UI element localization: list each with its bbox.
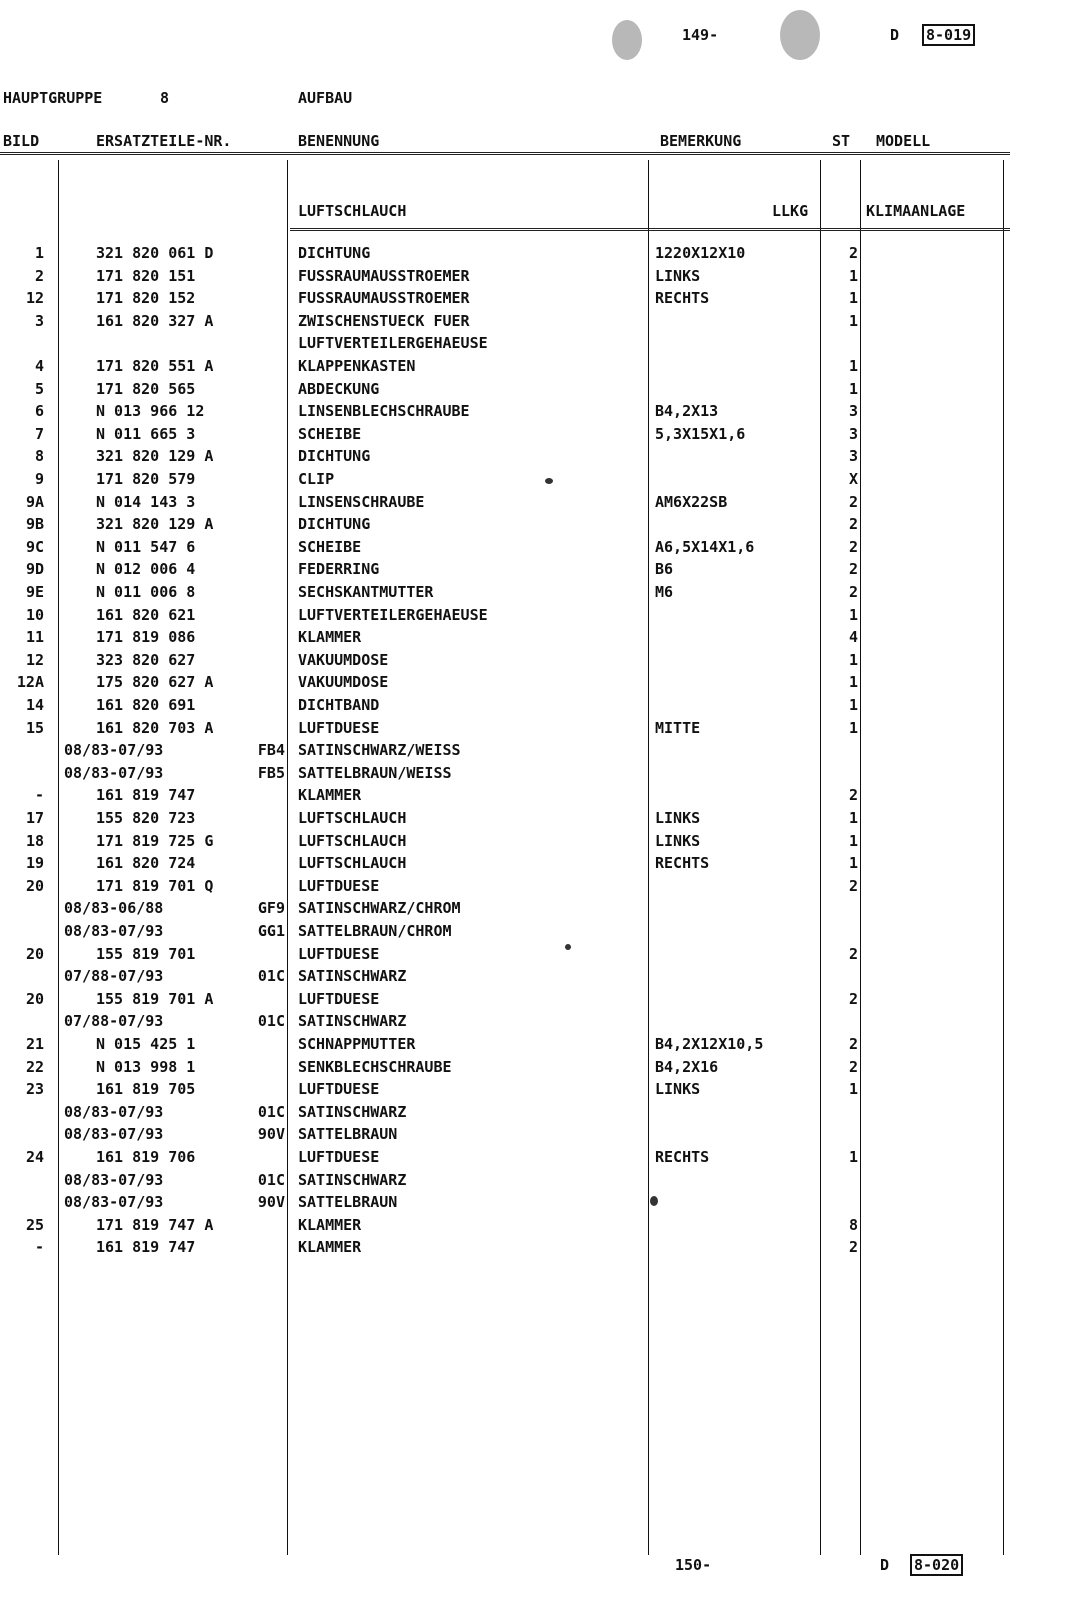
table-row <box>0 673 1010 695</box>
table-row <box>0 560 1010 582</box>
row-quantity: 2 <box>848 492 858 511</box>
table-row <box>0 967 1010 989</box>
row-quantity: 1 <box>848 266 858 285</box>
row-remark: RECHTS <box>655 289 710 308</box>
row-bild: 8 <box>34 447 44 466</box>
row-part-number: 161 819 706 <box>96 1148 196 1166</box>
page-number-bottom: 150- <box>675 1556 712 1574</box>
row-bild: 7 <box>34 424 44 443</box>
row-quantity: 1 <box>848 605 858 624</box>
row-part-number: 171 820 151 <box>96 266 196 285</box>
row-remark: LINKS <box>655 266 701 285</box>
row-quantity: 2 <box>848 944 858 963</box>
row-part-number: 161 819 705 <box>96 1080 196 1099</box>
row-part-number: N 012 006 4 <box>96 560 196 579</box>
row-quantity: 2 <box>848 583 858 601</box>
row-name: CLIP <box>298 470 335 488</box>
row-quantity: 8 <box>848 1215 858 1234</box>
row-part-number: 171 819 086 <box>96 628 196 647</box>
scan-speck <box>545 478 553 484</box>
table-row <box>0 470 1010 492</box>
row-quantity: 2 <box>848 537 858 556</box>
row-part-number: 323 820 627 <box>96 650 196 669</box>
row-color-code: 01C <box>257 1102 285 1121</box>
row-quantity: 1 <box>848 809 858 827</box>
row-validity: 08/83-07/93 <box>64 741 164 760</box>
row-part-number: 171 819 725 G <box>96 831 214 850</box>
header-separator <box>0 152 1010 155</box>
scan-speck <box>565 944 571 950</box>
table-row <box>0 877 1010 899</box>
row-bild: 12A <box>16 673 44 692</box>
row-bild: 5 <box>34 379 44 398</box>
row-validity: 07/88-07/93 <box>64 967 164 986</box>
row-part-number: 175 820 627 A <box>96 673 214 692</box>
table-row <box>0 651 1010 673</box>
row-bild: 12 <box>25 650 44 669</box>
row-name: SATINSCHWARZ <box>298 967 407 986</box>
row-validity: 08/83-07/93 <box>64 1125 164 1144</box>
row-validity: 08/83-07/93 <box>64 922 164 940</box>
row-color-code: 90V <box>257 1125 285 1144</box>
table-row <box>0 1125 1010 1147</box>
table-row <box>0 854 1010 876</box>
row-name: LINSENBLECHSCHRAUBE <box>298 402 470 421</box>
row-part-number: 161 820 327 A <box>96 311 214 330</box>
row-name: SATINSCHWARZ <box>298 1102 407 1121</box>
row-remark: B4,2X12X10,5 <box>655 1035 764 1053</box>
row-bild: 3 <box>34 311 44 330</box>
row-bild: - <box>34 1238 44 1257</box>
table-row <box>0 922 1010 944</box>
table-row <box>0 1171 1010 1193</box>
row-part-number: 155 819 701 A <box>96 989 214 1008</box>
row-color-code: 90V <box>257 1193 285 1212</box>
row-name: FUSSRAUMAUSSTROEMER <box>298 266 470 285</box>
row-name: SATINSCHWARZ/CHROM <box>298 899 461 918</box>
table-row <box>0 267 1010 289</box>
row-name: ZWISCHENSTUECK FUER <box>298 311 470 330</box>
row-validity: 08/83-07/93 <box>64 1193 164 1212</box>
group-label: HAUPTGRUPPE <box>3 89 103 107</box>
row-part-number: 171 819 747 A <box>96 1215 214 1234</box>
col-header-name: BENENNUNG <box>298 132 380 150</box>
row-quantity: 1 <box>848 718 858 737</box>
row-name: SATTELBRAUN/CHROM <box>298 922 452 940</box>
row-name: SATINSCHWARZ <box>298 1170 407 1189</box>
row-quantity: 2 <box>848 786 858 805</box>
group-name: AUFBAU <box>298 89 353 107</box>
group-number: 8 <box>160 89 170 107</box>
row-bild: 18 <box>25 831 44 850</box>
section-separator <box>290 228 1010 231</box>
row-part-number: N 014 143 3 <box>96 492 196 511</box>
row-quantity: 1 <box>848 1148 858 1166</box>
row-quantity: 1 <box>848 854 858 873</box>
row-bild: 9D <box>25 560 44 579</box>
row-color-code: GG1 <box>257 922 285 940</box>
row-remark: M6 <box>655 583 674 601</box>
row-color-code: FB5 <box>257 763 285 782</box>
row-quantity: 1 <box>848 311 858 330</box>
table-row <box>0 425 1010 447</box>
row-name: VAKUUMDOSE <box>298 673 389 692</box>
row-remark: LINKS <box>655 1080 701 1099</box>
table-row <box>0 990 1010 1012</box>
row-part-number: 155 820 723 <box>96 809 196 827</box>
row-name: LUFTVERTEILERGEHAEUSE <box>298 334 488 353</box>
row-name: SATTELBRAUN/WEISS <box>298 763 452 782</box>
row-quantity: 1 <box>848 379 858 398</box>
row-quantity: 1 <box>848 696 858 714</box>
row-part-number: 155 819 701 <box>96 944 196 963</box>
row-color-code: 01C <box>257 967 285 986</box>
row-part-number: 161 820 703 A <box>96 718 214 737</box>
row-bild: 23 <box>25 1080 44 1099</box>
col-header-bild: BILD <box>3 132 40 150</box>
row-quantity: 2 <box>848 560 858 579</box>
row-quantity: 2 <box>848 515 858 534</box>
row-bild: 9B <box>25 515 44 534</box>
row-name: LUFTSCHLAUCH <box>298 831 407 850</box>
row-name: SCHEIBE <box>298 537 362 556</box>
row-part-number: 171 819 701 Q <box>96 876 214 895</box>
row-remark: B6 <box>655 560 674 579</box>
row-part-number: 171 820 551 A <box>96 357 214 375</box>
scan-speck <box>612 20 642 60</box>
row-name: SCHEIBE <box>298 424 362 443</box>
row-bild: 2 <box>34 266 44 285</box>
row-quantity: 3 <box>848 424 858 443</box>
row-remark: B4,2X16 <box>655 1057 719 1076</box>
row-name: KLAMMER <box>298 628 362 647</box>
row-color-code: 01C <box>257 1012 285 1031</box>
row-remark: LINKS <box>655 809 701 827</box>
table-row <box>0 1035 1010 1057</box>
row-bild: 25 <box>25 1215 44 1234</box>
row-quantity: 3 <box>848 402 858 421</box>
row-name: SECHSKANTMUTTER <box>298 583 434 601</box>
page-code-top: 8-019 <box>922 24 975 46</box>
row-part-number: N 011 547 6 <box>96 537 196 556</box>
col-header-part: ERSATZTEILE-NR. <box>96 132 232 150</box>
table-row <box>0 334 1010 356</box>
row-name: LUFTDUESE <box>298 1080 380 1099</box>
code-prefix-bottom: D <box>880 1556 890 1574</box>
row-bild: 6 <box>34 402 44 421</box>
row-name: LUFTSCHLAUCH <box>298 854 407 873</box>
table-row <box>0 786 1010 808</box>
table-row <box>0 357 1010 379</box>
table-row <box>0 289 1010 311</box>
row-bild: 9A <box>25 492 44 511</box>
table-row <box>0 945 1010 967</box>
row-quantity: 4 <box>848 628 858 647</box>
row-remark: RECHTS <box>655 1148 710 1166</box>
row-name: ABDECKUNG <box>298 379 380 398</box>
row-bild: 9C <box>25 537 44 556</box>
row-name: DICHTBAND <box>298 696 380 714</box>
section-title: LUFTSCHLAUCH <box>298 202 407 220</box>
row-quantity: 1 <box>848 357 858 375</box>
row-bild: 1 <box>34 244 44 262</box>
row-part-number: N 013 966 12 <box>96 402 205 421</box>
row-name: LUFTDUESE <box>298 1148 380 1166</box>
row-quantity: 1 <box>848 673 858 692</box>
section-remark: LLKG <box>772 202 809 220</box>
table-row <box>0 1216 1010 1238</box>
table-row <box>0 1080 1010 1102</box>
row-part-number: 171 820 579 <box>96 470 196 488</box>
row-bild: 17 <box>25 809 44 827</box>
table-row <box>0 402 1010 424</box>
row-name: SATTELBRAUN <box>298 1125 398 1144</box>
table-row <box>0 719 1010 741</box>
row-name: FUSSRAUMAUSSTROEMER <box>298 289 470 308</box>
row-quantity: 1 <box>848 289 858 308</box>
row-bild: 20 <box>25 944 44 963</box>
row-bild: 9E <box>25 583 44 601</box>
row-part-number: 321 820 129 A <box>96 515 214 534</box>
table-row <box>0 380 1010 402</box>
row-quantity: 3 <box>848 447 858 466</box>
table-row <box>0 696 1010 718</box>
row-bild: 19 <box>25 854 44 873</box>
table-row <box>0 1058 1010 1080</box>
row-name: SATINSCHWARZ <box>298 1012 407 1031</box>
section-model: KLIMAANLAGE <box>866 202 966 220</box>
row-name: LUFTDUESE <box>298 876 380 895</box>
row-color-code: 01C <box>257 1170 285 1189</box>
row-part-number: 161 820 621 <box>96 605 196 624</box>
row-quantity: X <box>848 470 858 488</box>
row-name: KLAMMER <box>298 1238 362 1257</box>
row-color-code: FB4 <box>257 741 285 760</box>
table-row <box>0 538 1010 560</box>
table-row <box>0 1012 1010 1034</box>
row-bild: 9 <box>34 470 44 488</box>
row-quantity: 2 <box>848 244 858 262</box>
row-bild: 15 <box>25 718 44 737</box>
table-row <box>0 741 1010 763</box>
table-row <box>0 1103 1010 1125</box>
row-part-number: N 011 665 3 <box>96 424 196 443</box>
row-remark: MITTE <box>655 718 701 737</box>
col-header-model: MODELL <box>876 132 931 150</box>
row-part-number: 161 820 724 <box>96 854 196 873</box>
row-quantity: 1 <box>848 1080 858 1099</box>
table-row <box>0 447 1010 469</box>
row-name: VAKUUMDOSE <box>298 650 389 669</box>
row-bild: 20 <box>25 989 44 1008</box>
row-part-number: 161 820 691 <box>96 696 196 714</box>
table-row <box>0 1193 1010 1215</box>
table-row <box>0 606 1010 628</box>
row-name: LUFTDUESE <box>298 989 380 1008</box>
row-bild: 12 <box>25 289 44 308</box>
row-remark: RECHTS <box>655 854 710 873</box>
row-part-number: 171 820 152 <box>96 289 196 308</box>
row-bild: 22 <box>25 1057 44 1076</box>
row-part-number: 161 819 747 <box>96 1238 196 1257</box>
table-row <box>0 312 1010 334</box>
table-row <box>0 809 1010 831</box>
table-row <box>0 244 1010 266</box>
page-number-top: 149- <box>682 26 719 44</box>
row-name: KLAMMER <box>298 786 362 805</box>
row-quantity: 2 <box>848 1035 858 1053</box>
row-validity: 08/83-06/88 <box>64 899 164 918</box>
row-bild: 21 <box>25 1035 44 1053</box>
row-name: DICHTUNG <box>298 447 371 466</box>
row-quantity: 2 <box>848 1057 858 1076</box>
row-validity: 08/83-07/93 <box>64 1102 164 1121</box>
row-remark: LINKS <box>655 831 701 850</box>
row-name: LUFTVERTEILERGEHAEUSE <box>298 605 488 624</box>
row-validity: 08/83-07/93 <box>64 763 164 782</box>
row-remark: A6,5X14X1,6 <box>655 537 755 556</box>
row-name: LUFTDUESE <box>298 718 380 737</box>
row-quantity: 2 <box>848 876 858 895</box>
table-row <box>0 1148 1010 1170</box>
row-validity: 08/83-07/93 <box>64 1170 164 1189</box>
row-name: SATTELBRAUN <box>298 1193 398 1212</box>
row-name: SATINSCHWARZ/WEISS <box>298 741 461 760</box>
row-bild: 20 <box>25 876 44 895</box>
row-name: LUFTDUESE <box>298 944 380 963</box>
col-header-st: ST <box>832 132 851 150</box>
code-prefix-top: D <box>890 26 900 44</box>
table-row <box>0 899 1010 921</box>
table-row <box>0 628 1010 650</box>
row-bild: 14 <box>25 696 44 714</box>
row-bild: - <box>34 786 44 805</box>
table-row <box>0 764 1010 786</box>
row-remark: B4,2X13 <box>655 402 719 421</box>
row-remark: 5,3X15X1,6 <box>655 424 746 443</box>
row-bild: 24 <box>25 1148 44 1166</box>
row-part-number: N 011 006 8 <box>96 583 196 601</box>
row-quantity: 2 <box>848 989 858 1008</box>
table-row <box>0 1238 1010 1260</box>
row-validity: 07/88-07/93 <box>64 1012 164 1031</box>
row-part-number: N 015 425 1 <box>96 1035 196 1053</box>
row-part-number: 321 820 061 D <box>96 244 214 262</box>
row-part-number: 161 819 747 <box>96 786 196 805</box>
row-remark: 1220X12X10 <box>655 244 746 262</box>
row-name: KLAMMER <box>298 1215 362 1234</box>
row-name: KLAPPENKASTEN <box>298 357 416 375</box>
table-row <box>0 832 1010 854</box>
table-row <box>0 493 1010 515</box>
scan-speck <box>780 10 820 60</box>
row-part-number: 171 820 565 <box>96 379 196 398</box>
row-name: DICHTUNG <box>298 244 371 262</box>
row-name: SENKBLECHSCHRAUBE <box>298 1057 452 1076</box>
row-name: LUFTSCHLAUCH <box>298 809 407 827</box>
scan-speck <box>650 1196 658 1206</box>
row-bild: 10 <box>25 605 44 624</box>
row-quantity: 1 <box>848 650 858 669</box>
row-name: DICHTUNG <box>298 515 371 534</box>
row-bild: 11 <box>25 628 44 647</box>
col-header-remark: BEMERKUNG <box>660 132 742 150</box>
row-quantity: 1 <box>848 831 858 850</box>
row-name: LINSENSCHRAUBE <box>298 492 425 511</box>
row-name: SCHNAPPMUTTER <box>298 1035 416 1053</box>
row-remark: AM6X22SB <box>655 492 728 511</box>
page-code-bottom: 8-020 <box>910 1554 963 1576</box>
row-name: FEDERRING <box>298 560 380 579</box>
table-row <box>0 515 1010 537</box>
row-color-code: GF9 <box>257 899 285 918</box>
row-quantity: 2 <box>848 1238 858 1257</box>
row-part-number: N 013 998 1 <box>96 1057 196 1076</box>
row-bild: 4 <box>34 357 44 375</box>
table-row <box>0 583 1010 605</box>
row-part-number: 321 820 129 A <box>96 447 214 466</box>
